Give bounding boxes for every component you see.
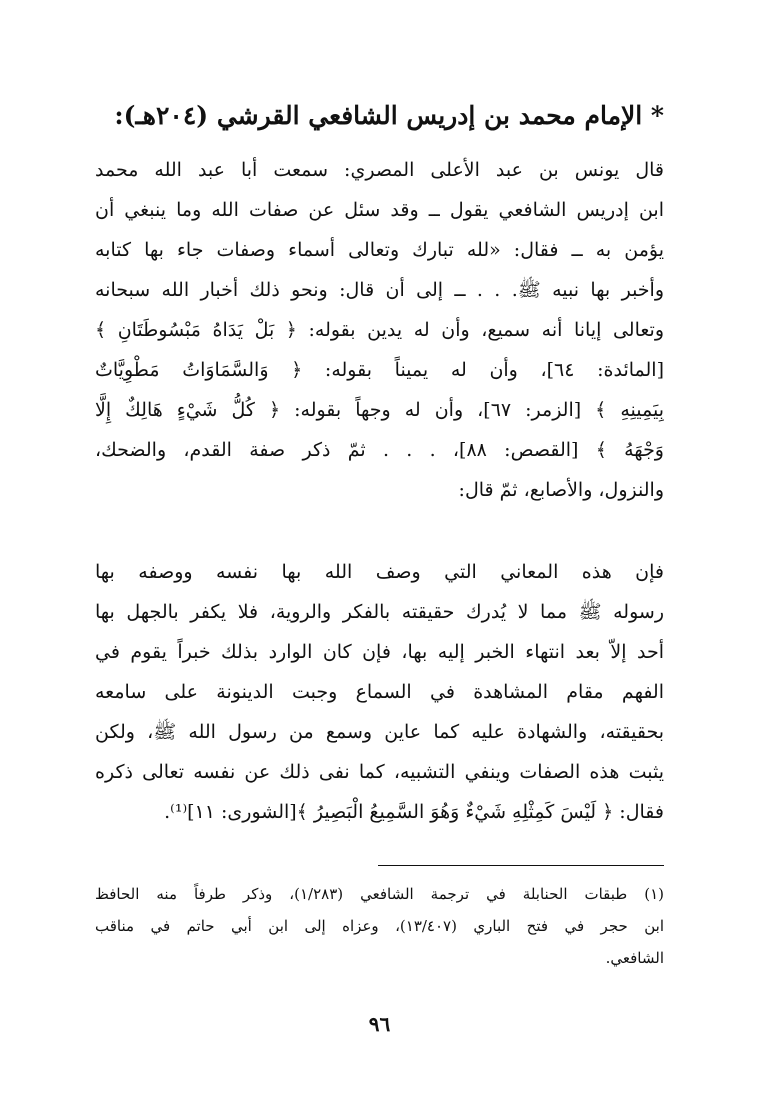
text-line: وأخبر بها نبيه ﷺ. . . ــ إلى أن قال: ونحو ذلك أخبار الله سبحانه [95,279,664,301]
text-line: قال يونس بن عبد الأعلى المصري: سمعت أبا عبد الله محمد [95,159,664,181]
paragraph-quote-shafii [95,150,664,510]
text-line: يثبت هذه الصفات وينفي التشبيه، كما نفى ذلك عن نفسه تعالى ذكره [95,761,664,783]
text-line: [المائدة: ٦٤]، وأن له يميناً بقوله: ﴿ وَالسَّمَاوَاتُ مَطْوِيَّاتٌ [95,359,664,381]
footnote [95,878,664,974]
text-line: ابن إدريس الشافعي يقول ــ وقد سئل عن صفات الله وما ينبغي أن [95,199,664,221]
text-line: يؤمن به ــ فقال: «لله تبارك وتعالى أسماء وصفات جاء بها كتابه [95,239,664,261]
text-line: فإن هذه المعاني التي وصف الله بها نفسه ووصفه بها [95,561,664,583]
section-heading: * الإمام محمد بن إدريس الشافعي القرشي (٢٠٤هـ): [114,101,664,130]
text-line: رسوله ﷺ مما لا يُدرك حقيقته بالفكر والروية، فلا يكفر بالجهل بها [95,601,664,623]
text-line: وَجْهَهُ ﴾ [القصص: ٨٨]، . . . ثمّ ذكر صفة القدم، والضحك، [95,439,664,461]
text-line: بِيَمِينِهِ ﴾ [الزمر: ٦٧]، وأن له وجهاً بقوله: ﴿ كُلُّ شَيْءٍ هَالِكٌ إِلَّا [95,399,664,421]
paragraph-meanings [95,552,664,832]
text-line: والنزول، والأصابع، ثمّ قال: [458,479,664,501]
text-line: الفهم مقام المشاهدة في السماع وجبت الدينونة على سامعه [95,681,664,703]
text-line: أحد إلاّ بعد انتهاء الخبر إليه بها، فإن كان الوارد بذلك خبراً يقوم في [95,641,664,663]
footnote-line: (١) طبقات الحنابلة في ترجمة الشافعي (١/٢٨٣)، وذكر طرفاً منه الحافظ [95,885,664,903]
page-number: ٩٦ [368,1012,391,1036]
footnote-line: ابن حجر في فتح الباري (١٣/٤٠٧)، وعزاه إلى ابن أبي حاتم في مناقب [95,917,664,935]
text-line: بحقيقته، والشهادة عليه كما عاين وسمع من رسول الله ﷺ، ولكن [95,721,664,743]
text-line: فقال: ﴿ لَيْسَ كَمِثْلِهِ شَيْءٌ وَهُوَ السَّمِيعُ الْبَصِيرُ ﴾[الشورى: ١١]⁽¹⁾. [164,801,664,823]
footnote-line: الشافعي. [605,949,664,967]
footnote-divider [378,865,664,866]
text-line: وتعالى إيانا أنه سميع، وأن له يدين بقوله: ﴿ بَلْ يَدَاهُ مَبْسُوطَتَانِ ﴾ [95,319,664,341]
